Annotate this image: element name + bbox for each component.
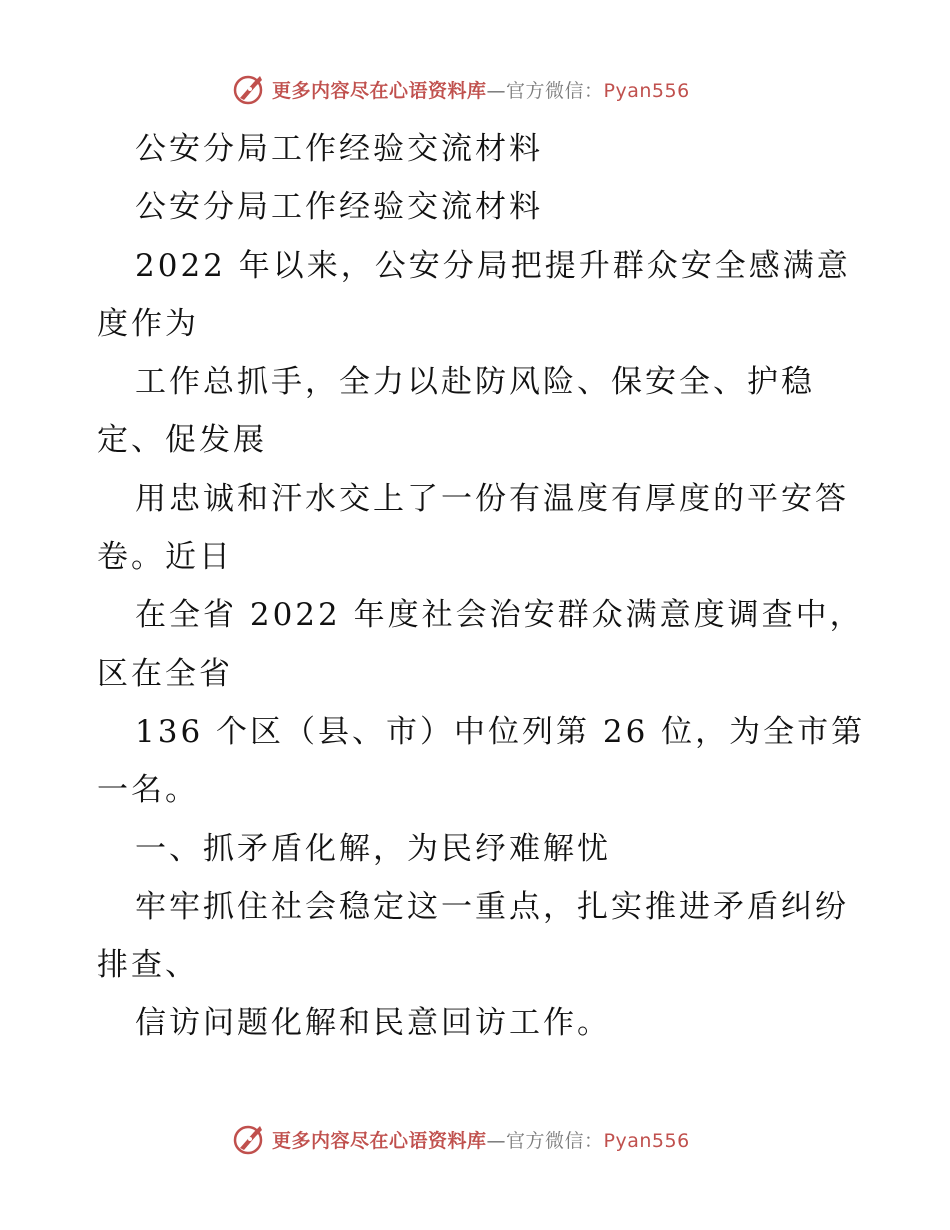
- header-banner: [232, 72, 712, 106]
- document-line: 一名。: [97, 772, 199, 809]
- footer-banner-brand: 更多内容尽在心语资料库: [272, 1129, 487, 1152]
- document-line: 公安分局工作经验交流材料: [135, 189, 543, 226]
- header-banner-text: [272, 76, 690, 103]
- document-line: 工作总抓手，全力以赴防风险、保安全、护稳: [135, 364, 815, 401]
- footer-banner-wechat-label: 官方微信：: [506, 1129, 604, 1152]
- document-body: [97, 120, 887, 1053]
- footer-banner-separator: —: [486, 1129, 507, 1152]
- document-line: 区在全省: [97, 655, 233, 692]
- pen-nib-logo-icon: [232, 1122, 268, 1156]
- document-line: 公安分局工作经验交流材料: [135, 131, 543, 167]
- document-line: 用忠诚和汗水交上了一份有温度有厚度的平安答: [135, 480, 849, 517]
- footer-banner: [232, 1122, 712, 1156]
- document-line: 度作为: [97, 305, 199, 342]
- header-banner-wechat-id: Pyan556: [603, 79, 690, 102]
- document-line: 在全省 2022 年度社会治安群众满意度调查中，: [135, 597, 864, 634]
- document-line: 排查、: [97, 947, 199, 984]
- document-line: 牢牢抓住社会稳定这一重点，扎实推进矛盾纠纷: [135, 888, 849, 925]
- header-banner-separator: —: [486, 79, 507, 102]
- document-line: 卷。近日: [97, 539, 233, 576]
- section-heading: 一、抓矛盾化解，为民纾难解忧: [135, 830, 611, 867]
- footer-banner-text: [272, 1126, 690, 1153]
- footer-banner-wechat-id: Pyan556: [603, 1129, 690, 1152]
- header-banner-wechat-label: 官方微信：: [506, 79, 604, 102]
- document-line: 信访问题化解和民意回访工作。: [135, 1005, 611, 1042]
- document-line: 136 个区（县、市）中位列第 26 位，为全市第: [135, 713, 866, 750]
- pen-nib-logo-icon: [232, 72, 268, 106]
- document-line: 2022 年以来，公安分局把提升群众安全感满意: [135, 247, 851, 284]
- header-banner-brand: 更多内容尽在心语资料库: [272, 79, 487, 102]
- document-line: 定、促发展: [97, 422, 267, 459]
